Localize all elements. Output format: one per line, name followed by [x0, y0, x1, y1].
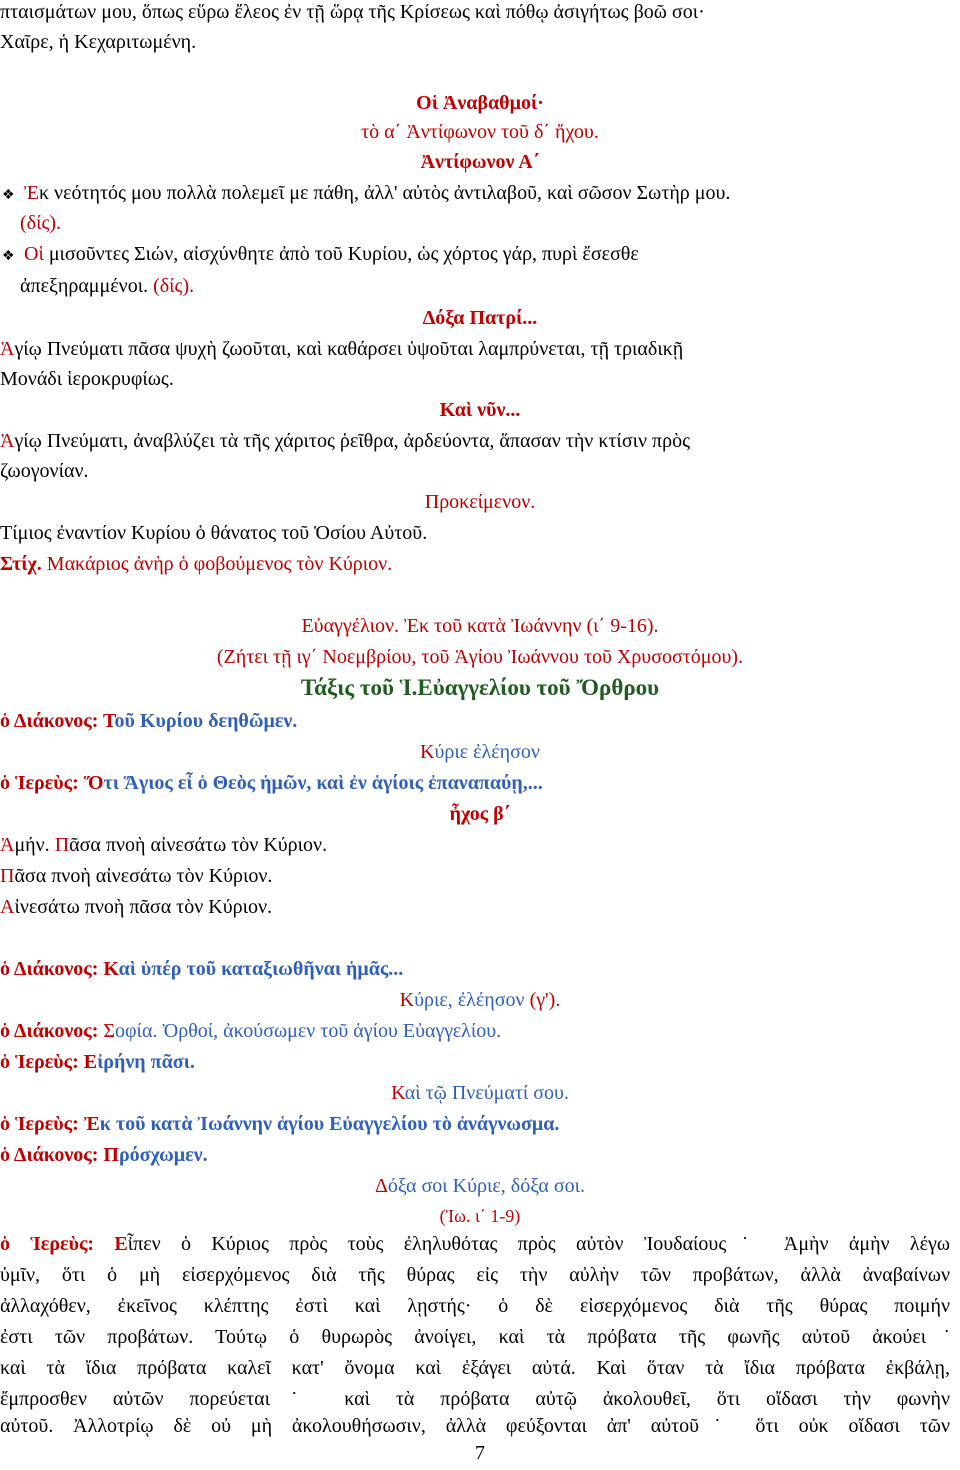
dis-label: (δίς). [153, 275, 195, 297]
priest-text: ἰρήνη πᾶσι. [97, 1051, 195, 1073]
verse-1 [2, 180, 730, 209]
ainesato-line [0, 894, 272, 920]
amin-line [0, 832, 327, 858]
drop-initial: Ὅ [78, 772, 104, 794]
priest-line-3 [0, 1111, 559, 1137]
drop-initial: Ἐ [78, 1113, 100, 1135]
verse-text: ἀπεξηραμμένοι. [20, 275, 149, 297]
gospel-ref-line-2: (Ζήτει τῇ ιγ΄ Νοεμβρίου, τοῦ Ἁγίου Ἰωάννου τοῦ Χρυσοστόμου). [216, 646, 744, 668]
response-text: ύριε, ἐλέησον [414, 989, 530, 1011]
gospel-order-heading: Τάξις τοῦ Ἱ.Εὐαγγελίου τοῦ Ὄρθρου [300, 675, 660, 700]
intro-line-1: πταισμάτων μου, ὅπως εὕρω ἔλεος ἐν τῇ ὥρᾳ τῆς Κρίσεως καὶ πόθῳ ἀσιγήτως βοῶ σοι· [0, 1, 705, 23]
priest-text: κ τοῦ κατὰ Ἰωάννην ἁγίου Εὐαγγελίου τὸ ἀνάγνωσμα. [99, 1113, 560, 1135]
drop-initial: Ε [78, 1051, 98, 1073]
priest-line-1 [0, 770, 543, 796]
reading-line-2: ὑμῖν, ὅτι ὁ μὴ εἰσερχόμενος διὰ τῆς θύρας εἰς τὴν αὐλὴν τῶν προβάτων, ἀλλὰ ἀναβαίνων [0, 1264, 950, 1286]
deacon-line-2 [0, 956, 403, 982]
article: ὁ [0, 1020, 14, 1042]
kai-nyn-line-1 [0, 428, 690, 454]
drop-initial: Δ [374, 1175, 388, 1197]
deacon-line-1 [0, 708, 297, 734]
drop-initial: Π [54, 834, 70, 856]
drop-initial: Α [0, 896, 15, 918]
drop-initial: Κ [399, 989, 415, 1011]
article: ὁ [0, 772, 15, 794]
drop-initial: Οἱ [24, 243, 44, 265]
drop-initial: Ἁ [0, 338, 15, 360]
article: ὁ [0, 1233, 31, 1255]
article: ὁ [0, 1144, 14, 1166]
doxa-line-1 [0, 336, 683, 362]
response-count: (γ'). [529, 989, 561, 1011]
anavathmoi-title: Οἱ Ἀναβαθμοί· [416, 92, 544, 114]
deacon-text: ρόσχωμεν. [118, 1144, 208, 1166]
doxa-line-2: Μονάδι ἱεροκρυφίως. [0, 368, 174, 390]
drop-initial: Ε [94, 1233, 128, 1255]
article: ὁ [0, 1051, 15, 1073]
kai-nyn-line-2: ζωογονίαν. [0, 460, 89, 482]
reading-reference: (Ἰω. ι΄ 1-9) [439, 1206, 521, 1226]
drop-initial: Τ [98, 710, 115, 732]
bullet-icon: ❖ [2, 249, 15, 264]
response-4 [0, 1173, 960, 1199]
drop-initial: Ἀ [0, 834, 15, 856]
role-deacon: Διάκονος: [13, 1020, 99, 1042]
verse-text: μισοῦντες Σιών, αἰσχύνθητε ἀπὸ τοῦ Κυρίου, ὡς χόρτος γάρ, πυρὶ ἔσεσθε [43, 243, 639, 265]
bullet-icon: ❖ [2, 188, 15, 203]
intro-line-2: Χαῖρε, ἡ Κεχαριτωμένη. [0, 31, 197, 53]
deacon-text: οφία. Ὀρθοί, ἀκούσωμεν τοῦ ἁγίου Εὐαγγελίου. [115, 1020, 502, 1042]
article: ὁ [0, 710, 14, 732]
response-2 [0, 987, 960, 1013]
role-priest: Ἱερεὺς: [15, 1113, 79, 1135]
reading-line-1 [0, 1231, 950, 1257]
kai-nyn-text: γίῳ Πνεύματι, ἀναβλύζει τὰ τῆς χάριτος ῥεῖθρα, ἀρδεύοντα, ἅπασαν τὴν κτίσιν πρὸς [14, 430, 691, 452]
doxa-text: γίῳ Πνεύματι πᾶσα ψυχὴ ζωοῦται, καὶ καθάρσει ὑψοῦται λαμπρύνεται, τῇ τριαδικῇ [14, 338, 684, 360]
priest-text: τι Ἅγιος εἶ ὁ Θεὸς ἡμῶν, καὶ ἐν ἁγίοις ἐπαναπαύῃ,... [103, 772, 543, 794]
role-deacon: Διάκονος: [13, 710, 99, 732]
reading-line-5: καὶ τὰ ἴδια πρόβατα καλεῖ κατ' ὄνομα καὶ ἐξάγει αὐτά. Καὶ ὅταν τὰ ἴδια πρόβατα ἐκβάλῃ, [0, 1357, 950, 1379]
doxa-heading: Δόξα Πατρί... [422, 307, 538, 329]
verse-text: κ νεότητός μου πολλὰ πολεμεῖ με πάθη, ἀλλ' αὐτὸς ἀντιλαβοῦ, καὶ σῶσον Σωτὴρ μου. [38, 182, 731, 204]
role-priest: Ἱερεὺς: [30, 1233, 95, 1255]
response-3 [0, 1080, 960, 1106]
kai-nyn-heading: Καὶ νῦν... [439, 399, 521, 421]
role-priest: Ἱερεὺς: [15, 1051, 79, 1073]
verse-2-cont [20, 273, 194, 299]
echos-label: ἦχος β΄ [449, 803, 511, 825]
role-deacon: Διάκονος: [13, 1144, 99, 1166]
role-deacon: Διάκονος: [13, 958, 99, 980]
priest-line-2 [0, 1049, 195, 1075]
response-text: όξα σοι Κύριε, δόξα σοι. [387, 1175, 586, 1197]
ainesato-text: ἰνεσάτω πνοὴ πᾶσα τὸν Κύριον. [14, 896, 273, 918]
reading-line-3: ἀλλαχόθεν, ἐκεῖνος κλέπτης ἐστὶ καὶ λῃστής· ὁ δὲ εἰσερχόμενος διὰ τῆς θύρας ποιμήν [0, 1295, 950, 1317]
page-number: 7 [475, 1442, 485, 1464]
reading-text: ἶπεν ὁ Κύριος πρὸς τοὺς ἐληλυθότας πρὸς αὐτὸν Ἰουδαίους˙ Ἀμὴν ἀμὴν λέγω [127, 1233, 950, 1255]
drop-initial: Ἐ [24, 182, 39, 204]
drop-initial: Κ [391, 1082, 405, 1104]
deacon-text: οῦ Κυρίου δεηθῶμεν. [114, 710, 298, 732]
prokeimenon-label: Προκείμενον. [424, 491, 536, 513]
gospel-ref-line-1: Εὐαγγέλιον. Ἐκ τοῦ κατὰ Ἰωάννην (ι΄ 9-16). [301, 615, 659, 637]
drop-initial: Π [0, 865, 15, 887]
article: ὁ [0, 1113, 15, 1135]
response-text: αὶ τῷ Πνεύματί σου. [404, 1082, 569, 1104]
drop-initial: Κ [98, 958, 119, 980]
reading-line-4: ἐστι τῶν προβάτων. Τούτῳ ὁ θυρωρὸς ἀνοίγει, καὶ τὰ πρόβατα τῆς φωνῆς αὐτοῦ ἀκούει˙ [0, 1326, 950, 1348]
article: ὁ [0, 958, 14, 980]
verse-2 [2, 241, 639, 270]
stich-line [0, 551, 392, 577]
prokeimenon-text: Τίμιος ἐναντίον Κυρίου ὁ θάνατος τοῦ Ὁσίου Αὐτοῦ. [0, 522, 428, 544]
reading-line-6: ἔμπροσθεν αὐτῶν πορεύεται˙ καὶ τὰ πρόβατα αὐτῷ ἀκολουθεῖ, ὅτι οἴδασι τὴν φωνὴν [0, 1388, 950, 1410]
stich-text: Μακάριος ἀνὴρ ὁ φοβούμενος τὸν Κύριον. [41, 553, 393, 575]
drop-initial: Π [98, 1144, 119, 1166]
drop-initial: Σ [98, 1020, 116, 1042]
stich-label: Στίχ. [0, 553, 42, 575]
deacon-line-3 [0, 1018, 501, 1044]
amin-text: μήν. [14, 834, 55, 856]
pasa-text: ᾶσα πνοὴ αἰνεσάτω τὸν Κύριον. [14, 865, 273, 887]
antiphon-heading: Ἀντίφωνον Α΄ [420, 151, 540, 173]
deacon-text: αὶ ὑπέρ τοῦ καταξιωθῆναι ἡμᾶς... [118, 958, 404, 980]
response-1 [0, 739, 960, 765]
response-text: ύριε ἐλέησον [434, 741, 540, 763]
anavathmoi-subtitle: τὸ α΄ Ἀντίφωνον τοῦ δ΄ ἤχου. [361, 121, 599, 143]
pasa-line [0, 863, 272, 889]
deacon-line-4 [0, 1142, 208, 1168]
role-priest: Ἱερεὺς: [15, 772, 79, 794]
verse-1-dis: (δίς). [20, 212, 62, 234]
drop-initial: Ἁ [0, 430, 15, 452]
reading-line-7: αὐτοῦ. Ἀλλοτρίῳ δὲ οὐ μὴ ἀκολουθήσωσιν, ἀλλὰ φεύξονται ἀπ' αὐτοῦ˙ ὅτι οὐκ οἴδασι τῶν [0, 1415, 950, 1437]
pasa-text: ᾶσα πνοὴ αἰνεσάτω τὸν Κύριον. [69, 834, 328, 856]
drop-initial: Κ [420, 741, 435, 763]
